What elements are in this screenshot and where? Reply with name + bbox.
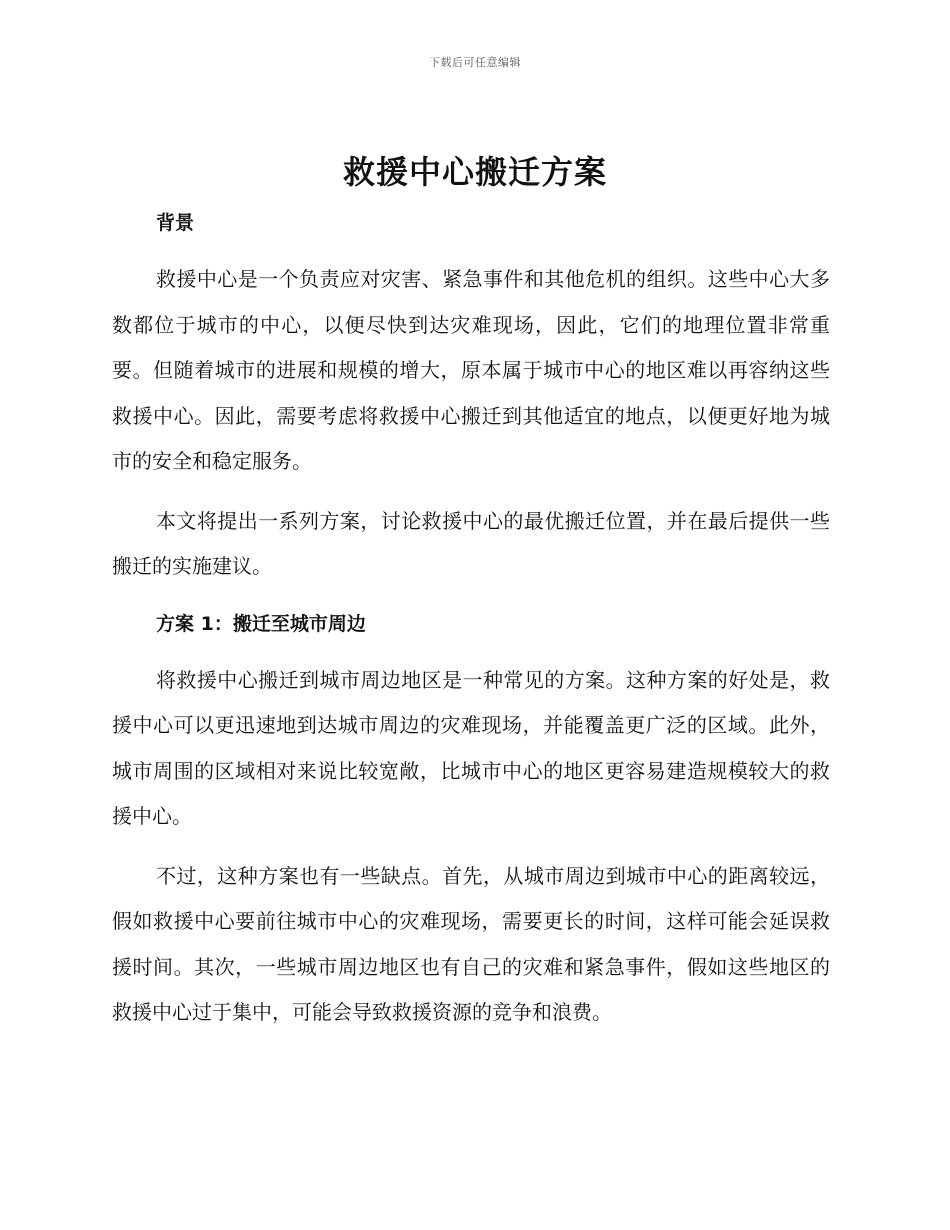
document-title: 救援中心搬迁方案	[342, 153, 607, 191]
paragraph: 将救援中心搬迁到城市周边地区是一种常见的方案。这种方案的好处是，救援中心可以更迅速地到达城市周边的灾难现场，并能覆盖更广泛的区域。此外，城市周围的区域相对来说比较宽敞，比城市中心的地区更容易建造规模较大的救援中心。	[112, 667, 830, 828]
section-heading-background: 背景	[156, 212, 195, 234]
paragraph: 救援中心是一个负责应对灾害、紧急事件和其他危机的组织。这些中心大多数都位于城市的中心，以便尽快到达灾难现场，因此，它们的地理位置非常重要。但随着城市的进展和规模的增大，原本属于城市中心的地区难以再容纳这些救援中心。因此，需要考虑将救援中心搬迁到其他适宜的地点，以便更好地为城市的安全和稳定服务。	[112, 267, 830, 473]
header-note: 下载后可任意编辑	[429, 56, 521, 69]
paragraph: 不过，这种方案也有一些缺点。首先，从城市周边到城市中心的距离较远，假如救援中心要前往城市中心的灾难现场，需要更长的时间，这样可能会延误救援时间。其次，一些城市周边地区也有自己的灾难和紧急事件，假如这些地区的救援中心过于集中，可能会导致救援资源的竞争和浪费。	[112, 863, 830, 1024]
document-body	[112, 203, 830, 1036]
paragraph: 本文将提出一系列方案，讨论救援中心的最优搬迁位置，并在最后提供一些搬迁的实施建议。	[112, 508, 830, 578]
section-heading-plan-1: 方案 1：搬迁至城市周边	[156, 612, 366, 635]
